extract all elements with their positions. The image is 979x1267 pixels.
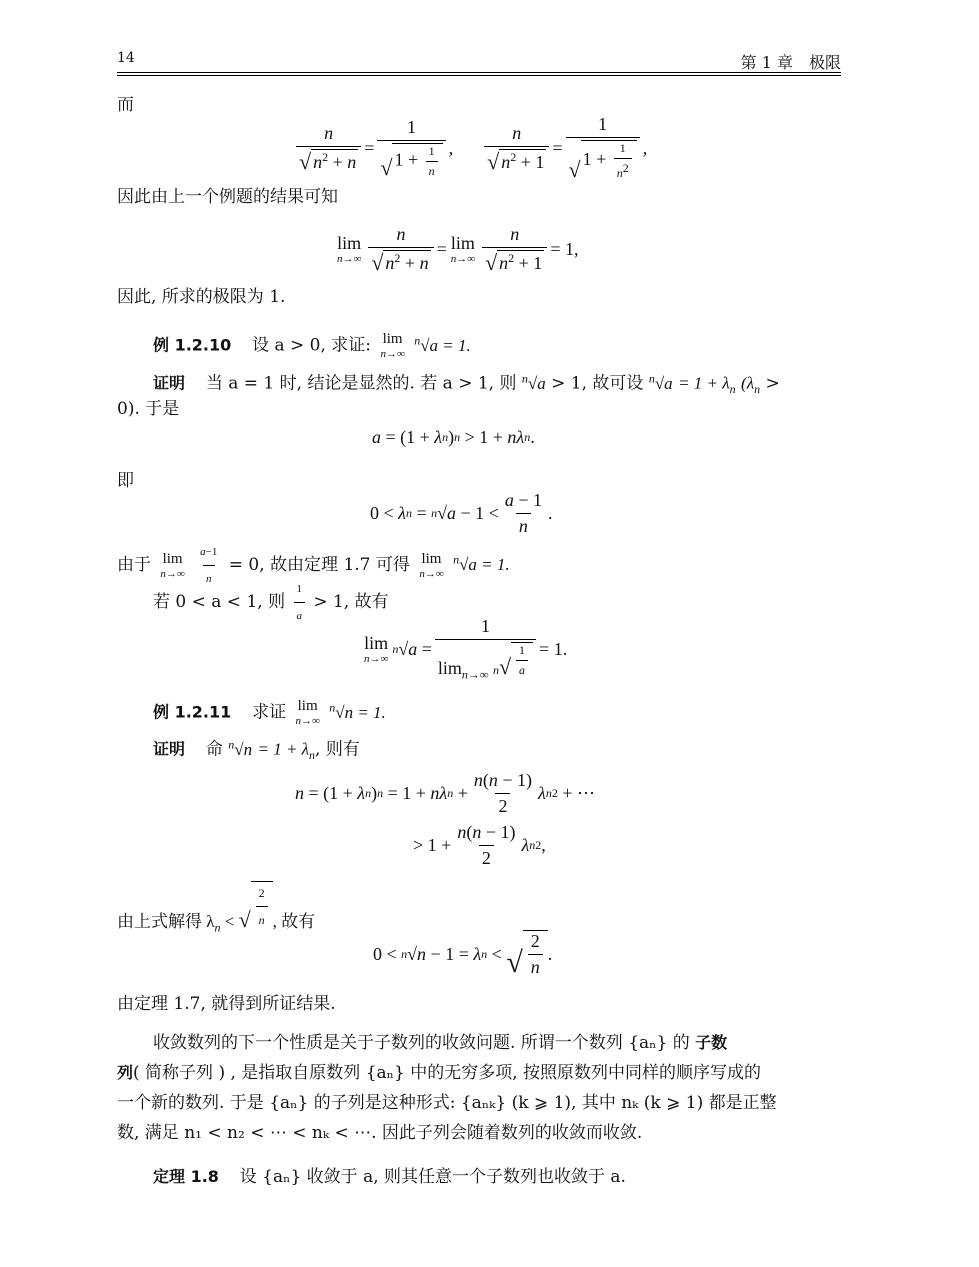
term-bold: 列 [117,1063,134,1082]
text-ruo-a: 若 0 < a < 1, 则 [153,592,286,612]
text-youyu-a: 由于 [117,555,151,575]
proof-text: , 则有 [315,739,360,760]
proof-label: 证明 [153,739,186,759]
equation-7: 0 < n √n − 1 = λ n < √ $\frac{2}{n}$ . [373,931,553,979]
proof-1-line1: 证明 当 a = 1 时, 结论是显然的. 若 a > 1, 则 $^n$√a > 1, 故可设 $^n√a = 1 + \lambda_n$ ($\lambda_n$ > [153,371,780,397]
proof-2-line1: 证明 命 $^n√n = 1 + \lambda_n$, 则有 [153,737,360,763]
equation-1: n √ $n^2 + n$ = 1 √ 1 + $\frac{1}{n}$ , n √ $n^2 + 1$ = 1 √ 1 + $\frac{1}{n^2}$ , [293,114,647,182]
text-ruo-b: > 1, 故有 [313,592,389,612]
text-ji: 即 [117,471,134,491]
example-text: 设 a > 0, 求证: [252,335,372,356]
proof-text: > [765,373,780,394]
example-label: 例 1.2.11 [153,702,232,722]
theorem-label: 定理 1.8 [153,1167,219,1186]
text-yinci-suoqiu: 因此, 所求的极限为 1. [117,287,286,307]
para-line: ( 简称子列 ) , 是指取自原数列 {aₙ} 中的无穷多项, 按照原数列中同样的顺序写成的 [133,1063,762,1083]
theorem-1-8 [153,1166,626,1188]
equation-6-line1: n = (1 + λ n ) n = 1 + nλ n + $\frac{n(n - 1)}{2}$ λ n 2 + ⋯ [295,770,595,816]
equation-4: 0 < λ n = n √a − 1 < $\frac{a - 1}{n}$ . [370,490,553,536]
header-rule [117,72,841,73]
text-youyu: 由于 lim n→∞ $\frac{a-1}{n}$ = 0, 故由定理 1.7 可得 lim n→∞ $^n$√a = 1. [117,541,510,590]
page-number: 14 [117,50,135,66]
text-youdingli: 由定理 1.7, 就得到所证结果. [117,994,336,1014]
equation-2: lim n→∞ n √ $n^2 + n$ = lim n→∞ n √ $n^2 + 1$ = 1, [337,224,579,275]
text-er: 而 [117,95,134,115]
proof-text: 命 [205,739,223,760]
theorem-text: 设 {aₙ} 收敛于 a, 则其任意一个子数列也收敛于 a. [239,1167,626,1187]
proof-1-line2: 0). 于是 [117,399,180,419]
proof-text: = 1 + λ [257,739,310,759]
chapter-title: 第 1 章 极限 [740,53,841,72]
proof-text: (λ [741,373,755,393]
text-youshangshi: 由上式解得 $\lambda_n$ < √ $\frac{2}{n}$ , 故有 [117,881,315,938]
text-youshangshi-a: 由上式解得 λ [117,912,215,931]
equation-6-line2: > 1 + $\frac{n(n - 1)}{2}$ λ n 2 , [413,822,546,868]
text-ruo: 若 0 < a < 1, 则 $\frac{1}{a}$ > 1, 故有 [153,578,389,627]
equation-3: a = (1 + λ n ) n > 1 + nλ n . [372,427,535,447]
para-line: 数, 满足 n₁ < n₂ < ⋯ < nₖ < ⋯. 因此子列会随着数列的收敛而收敛. [117,1123,643,1143]
paragraph-subsequence [117,1028,841,1148]
para-line: 收敛数列的下一个性质是关于子数列的收敛问题. 所谓一个数列 {aₙ} 的 [153,1033,690,1053]
term-bold: 子数 [695,1033,728,1052]
text-youshangshi-b: , 故有 [272,912,316,931]
proof-label: 证明 [153,373,186,393]
text-youyu-b: = 0, 故由定理 1.7 可得 [228,555,410,575]
example-1-2-10: 例 1.2.10 设 a > 0, 求证: lim n→∞ $^n$√a = 1. [153,331,471,361]
example-1-2-11: 例 1.2.11 求证 lim n→∞ $^n$√n = 1. [153,698,386,728]
proof-text: 当 a = 1 时, 结论是显然的. 若 a > 1, 则 [205,373,517,394]
proof-text: > 1, 故可设 [551,373,644,394]
example-text: 求证 [252,702,287,723]
header-rule-double [117,75,841,76]
example-label: 例 1.2.10 [153,335,232,355]
proof-text: = 1 + λ [678,373,730,393]
equation-5: lim n→∞ n √a = 1 $\lim_{n\to\infty}$ n √ $\frac{1}{a}$ = 1. [364,616,568,682]
para-line: 一个新的数列. 于是 {aₙ} 的子列是这种形式: {aₙₖ} (k ⩾ 1), 其中 nₖ (k ⩾ 1) 都是正整 [117,1093,777,1113]
text-yinci-youshang: 因此由上一个例题的结果可知 [117,187,338,207]
